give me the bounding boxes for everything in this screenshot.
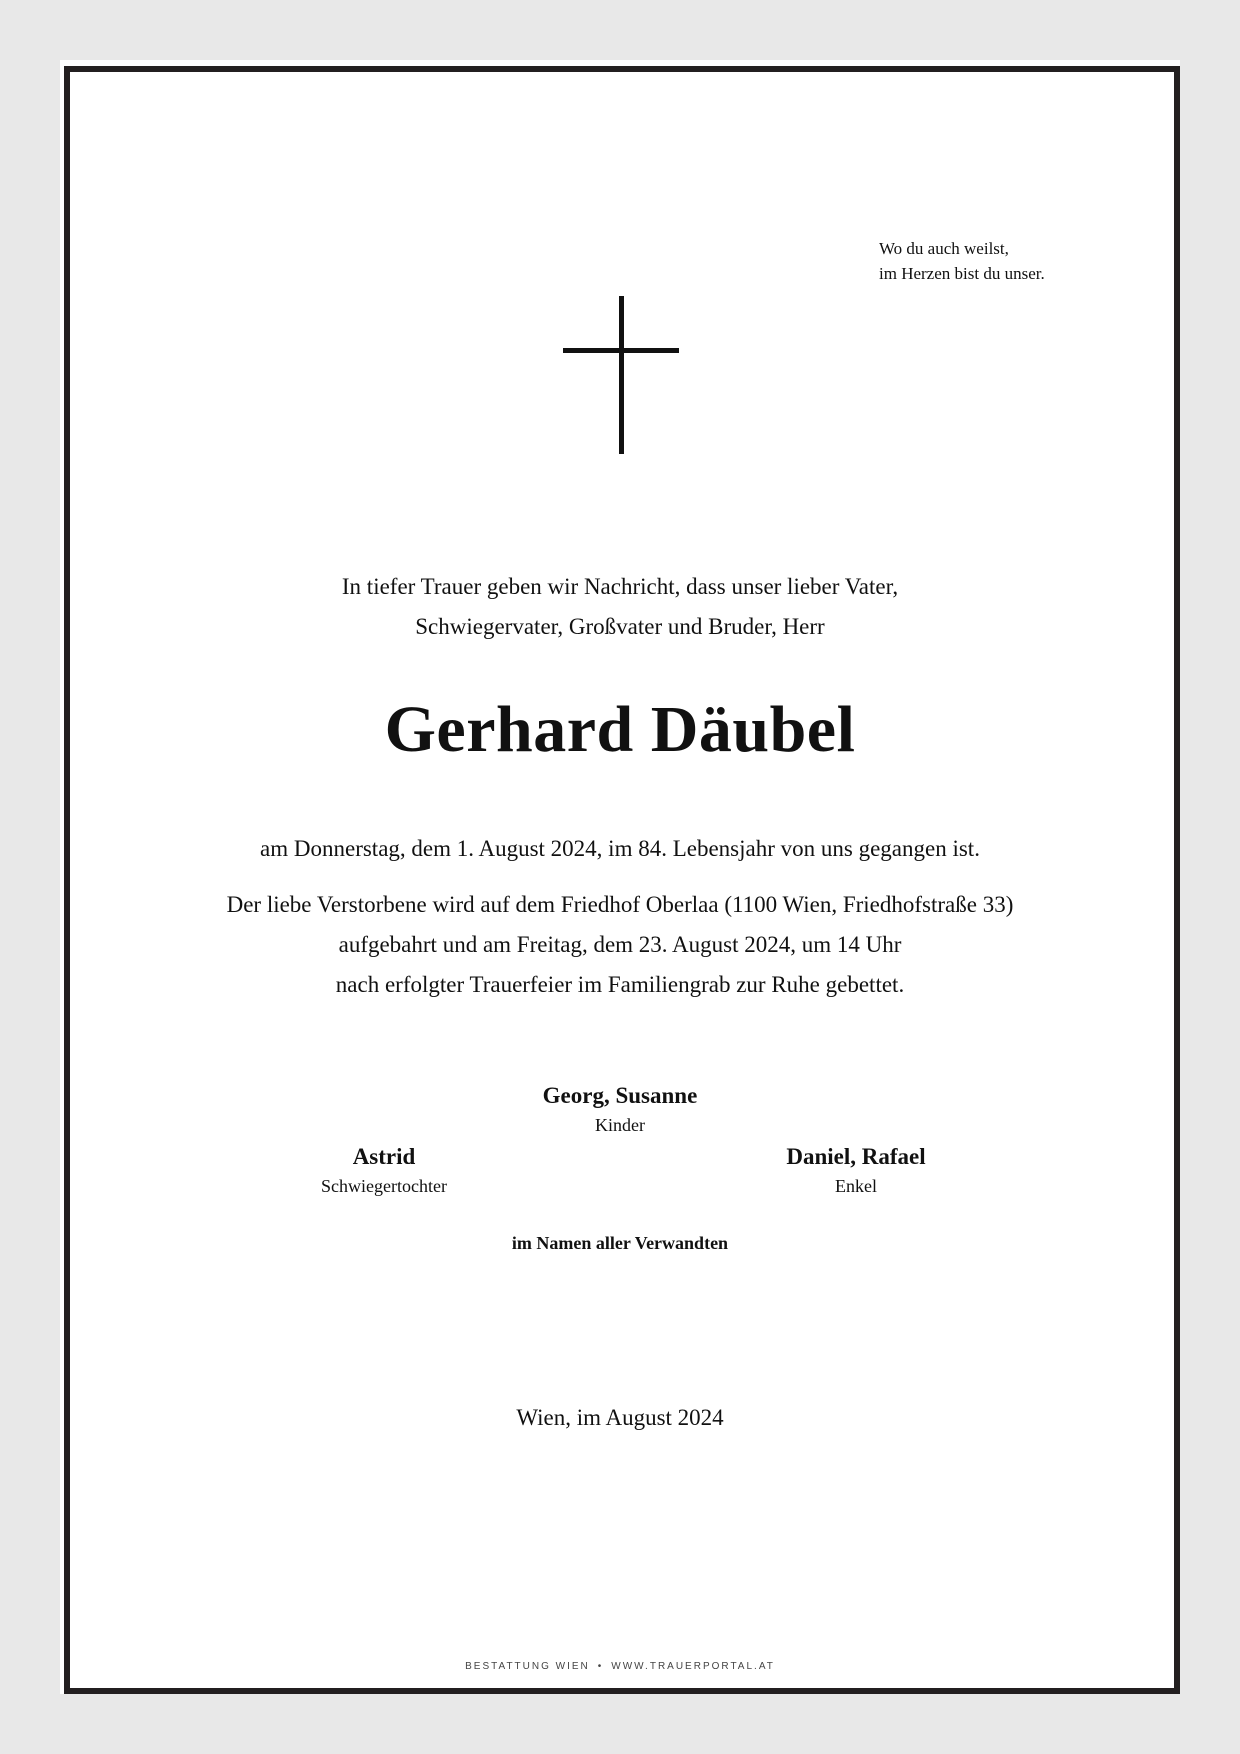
mourner-relation: Schwiegertochter [321,1176,447,1196]
deceased-name: Gerhard Däubel [384,693,856,766]
cross-icon [563,296,679,454]
motto-line-2: im Herzen bist du unser. [879,264,1045,283]
mourner-name: Astrid [352,1144,416,1169]
mourner-name: Daniel, Rafael [786,1144,926,1169]
mourner-children [470,1081,770,1139]
footer-company: BESTATTUNG WIEN [465,1661,590,1672]
passing-date-text: am Donnerstag, dem 1. August 2024, im 84. Lebensjahr von uns gegangen ist. [260,836,980,861]
mourner-daughter-in-law [234,1142,534,1200]
motto-quote [879,236,1045,286]
place-and-date: Wien, im August 2024 [516,1405,724,1430]
cross-vertical-bar [619,296,624,454]
burial-line-1: Der liebe Verstorbene wird auf dem Friedhof Oberlaa (1100 Wien, Friedhofstraße 33) [226,892,1014,917]
burial-line-2: aufgebahrt und am Freitag, dem 23. August 2024, um 14 Uhr [338,932,902,957]
mourner-relation: Enkel [835,1176,877,1196]
relatives-note: im Namen aller Verwandten [511,1233,729,1253]
cross-horizontal-bar [563,348,679,353]
footer-credit [0,1657,1240,1677]
bullet-separator-icon: • [597,1661,604,1672]
footer-website-link[interactable]: WWW.TRAUERPORTAL.AT [611,1661,775,1672]
intro-text [0,567,1240,647]
burial-line-3: nach erfolgter Trauerfeier im Familiengrab zur Ruhe gebettet. [335,972,905,997]
mourner-name: Georg, Susanne [542,1083,698,1108]
mourner-grandchildren [706,1142,1006,1200]
burial-details [0,885,1240,1005]
intro-line-2: Schwiegervater, Großvater und Bruder, Herr [415,614,825,639]
intro-line-1: In tiefer Trauer geben wir Nachricht, dass unser lieber Vater, [341,574,899,599]
mourner-relation: Kinder [595,1115,645,1135]
motto-line-1: Wo du auch weilst, [879,239,1009,258]
